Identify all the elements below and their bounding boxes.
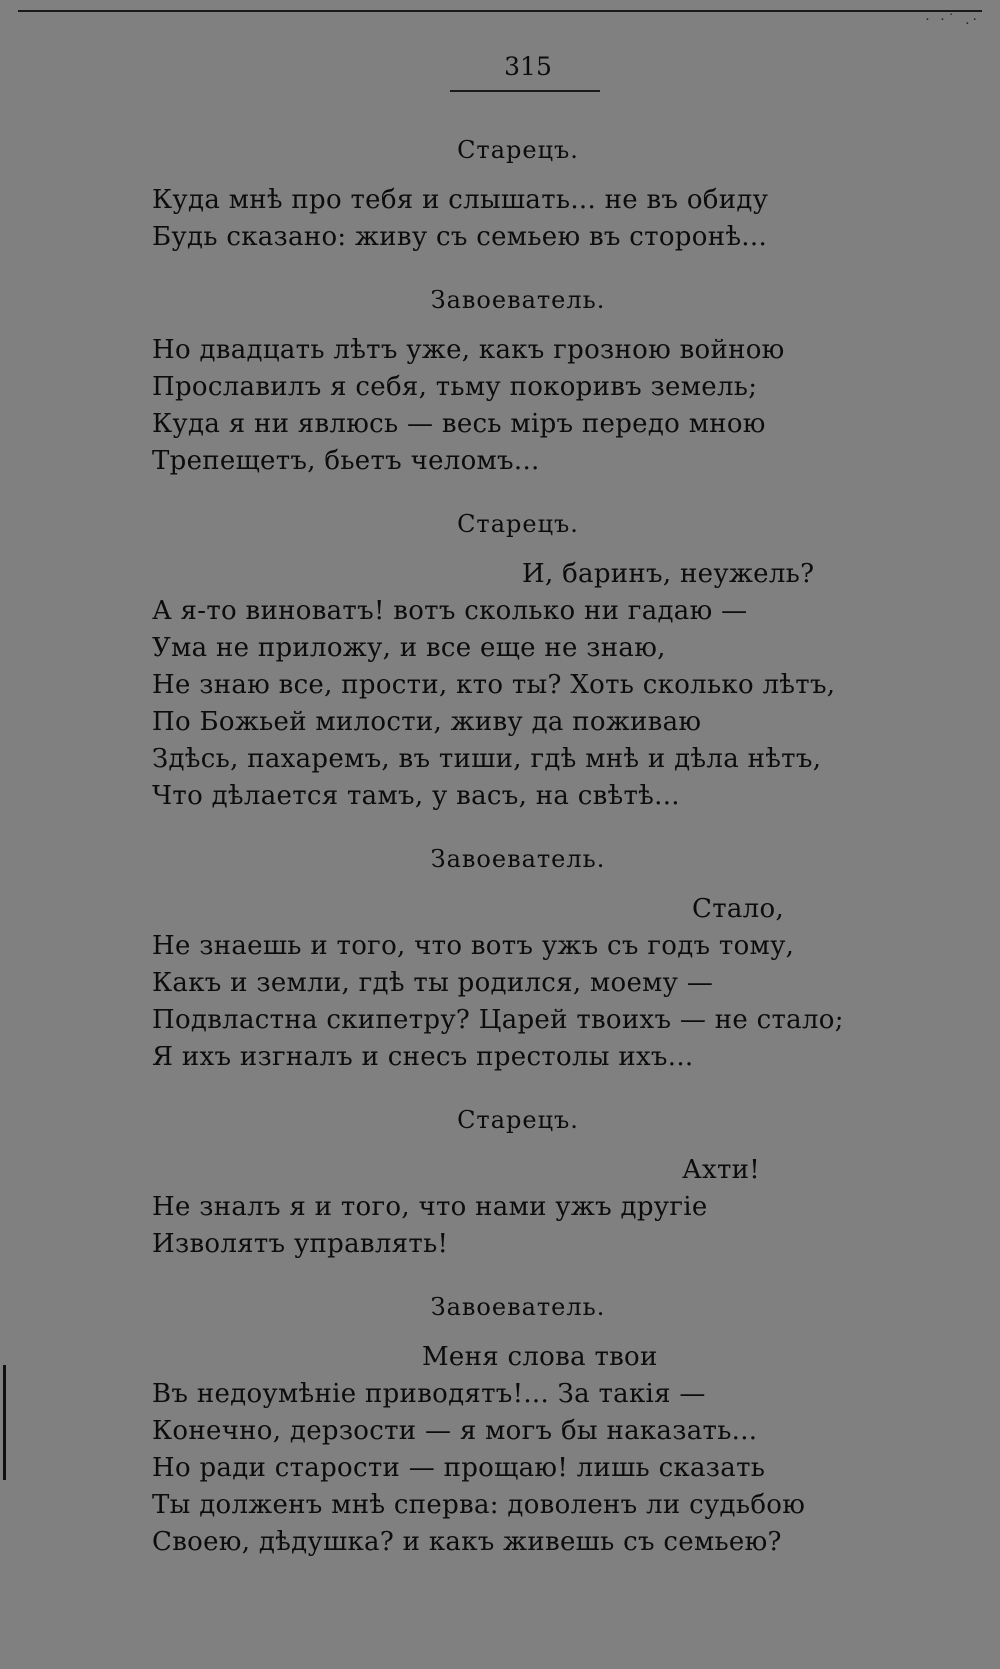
verse-line: Я ихъ изгналъ и снесъ престолы ихъ...: [152, 1042, 694, 1072]
speaker-heading: Завоеватель.: [430, 286, 606, 314]
heading-gap: [0, 544, 1000, 556]
heading-gap: [0, 1327, 1000, 1339]
speaker-heading: Старецъ.: [457, 510, 579, 538]
verse-line: А я-то виноватъ! вотъ сколько ни гадаю —: [152, 596, 748, 626]
verse-line: Что дѣлается тамъ, у васъ, на свѣтѣ...: [152, 781, 680, 811]
verse-body: [0, 130, 1000, 1561]
verse-line: Не знаю все, прости, кто ты? Хоть сколько лѣтъ,: [152, 670, 836, 700]
verse-line: Куда мнѣ про тебя и слышать... не въ обиду: [152, 185, 769, 215]
verse-line: Куда я ни явлюсь — весь міръ передо мною: [152, 409, 766, 439]
heading-gap: [0, 170, 1000, 182]
heading-gap: [0, 320, 1000, 332]
speaker-heading: Завоеватель.: [430, 845, 606, 873]
heading-gap: [0, 879, 1000, 891]
verse-line: По Божьей милости, живу да поживаю: [152, 707, 702, 737]
page-number: 315: [504, 52, 552, 81]
verse-line: Трепещетъ, бьетъ челомъ...: [152, 446, 540, 476]
block-gap: [0, 815, 1000, 839]
block-gap: [0, 1263, 1000, 1287]
speaker-heading: Старецъ.: [457, 1106, 579, 1134]
verse-line: Подвластна скипетру? Царей твоихъ — не стало;: [152, 1005, 844, 1035]
verse-line: Но ради старости — прощаю! лишь сказать: [152, 1453, 766, 1483]
verse-line: Не знаешь и того, что вотъ ужъ съ годъ тому,: [152, 931, 795, 961]
top-border-rule: [18, 10, 982, 12]
page-number-rule: [450, 90, 600, 92]
verse-line: Ты долженъ мнѣ сперва: доволенъ ли судьбою: [152, 1490, 806, 1520]
verse-line: Меня слова твои: [422, 1342, 658, 1372]
verse-line: Прославилъ я себя, тьму покоривъ земель;: [152, 372, 758, 402]
speaker-heading: Старецъ.: [457, 136, 579, 164]
verse-line: Изволятъ управлять!: [152, 1229, 449, 1259]
scan-specks: · ·˙ .·: [925, 12, 980, 28]
verse-line: Какъ и земли, гдѣ ты родился, моему —: [152, 968, 714, 998]
block-gap: [0, 1076, 1000, 1100]
verse-line: Своею, дѣдушка? и какъ живешь съ семьею?: [152, 1527, 782, 1557]
block-gap: [0, 256, 1000, 280]
speaker-heading: Завоеватель.: [430, 1293, 606, 1321]
verse-line: Конечно, дерзости — я могъ бы наказать...: [152, 1416, 758, 1446]
verse-line: Ахти!: [682, 1155, 761, 1185]
verse-line: Ума не приложу, и все еще не знаю,: [152, 633, 666, 663]
heading-gap: [0, 1140, 1000, 1152]
verse-line: Стало,: [692, 894, 785, 924]
verse-line: И, баринъ, неужель?: [522, 559, 815, 589]
verse-line: Въ недоумѣніе приводятъ!... За такія —: [152, 1379, 706, 1409]
verse-line: Будь сказано: живу съ семьею въ сторонѣ...: [152, 222, 768, 252]
verse-line: Не зналъ я и того, что нами ужъ другіе: [152, 1192, 708, 1222]
block-gap: [0, 480, 1000, 504]
verse-line: Но двадцать лѣтъ уже, какъ грозною войною: [152, 335, 785, 365]
verse-line: Здѣсь, пахаремъ, въ тиши, гдѣ мнѣ и дѣла нѣтъ,: [152, 744, 822, 774]
